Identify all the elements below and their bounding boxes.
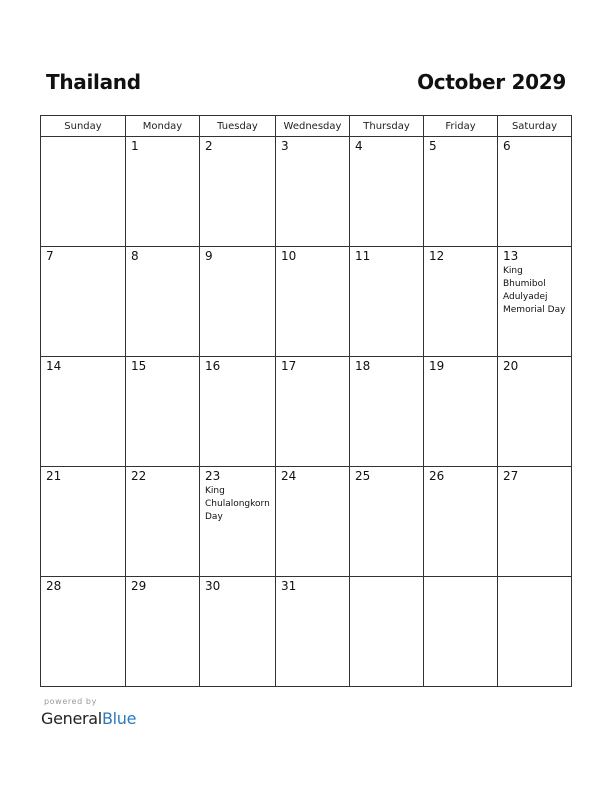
week-row: [41, 247, 572, 357]
day-cell: [276, 577, 350, 687]
day-number: 10: [281, 249, 297, 263]
day-cell: [350, 247, 424, 357]
day-number: 27: [503, 469, 519, 483]
day-number: 26: [429, 469, 445, 483]
weekday-header: Saturday: [498, 116, 572, 137]
day-cell: [424, 357, 498, 467]
day-cell: [41, 247, 126, 357]
day-number: 20: [503, 359, 519, 373]
day-cell: [424, 577, 498, 687]
day-cell: [126, 577, 200, 687]
day-cell: [498, 577, 572, 687]
day-number: 25: [355, 469, 371, 483]
day-number: 14: [46, 359, 62, 373]
day-cell: [276, 467, 350, 577]
day-cell: [126, 357, 200, 467]
week-row: [41, 577, 572, 687]
month-year-title: October 2029: [417, 70, 566, 94]
day-number: 22: [131, 469, 147, 483]
weekday-header: Thursday: [350, 116, 424, 137]
day-cell: [200, 247, 276, 357]
day-cell: [41, 577, 126, 687]
day-number: 4: [355, 139, 363, 153]
day-cell: [498, 247, 572, 357]
day-number: 21: [46, 469, 62, 483]
day-number: 3: [281, 139, 289, 153]
day-cell: [498, 357, 572, 467]
day-cell: [126, 137, 200, 247]
day-number: 5: [429, 139, 437, 153]
day-number: 8: [131, 249, 139, 263]
day-number: 7: [46, 249, 54, 263]
day-cell: [126, 467, 200, 577]
weekday-header-row: [41, 116, 572, 137]
day-number: 16: [205, 359, 221, 373]
day-cell: [350, 467, 424, 577]
day-number: 31: [281, 579, 297, 593]
day-number: 13: [503, 249, 519, 263]
day-number: 19: [429, 359, 445, 373]
day-number: 9: [205, 249, 213, 263]
day-number: [41, 137, 125, 140]
day-number: 12: [429, 249, 445, 263]
day-number: 24: [281, 469, 297, 483]
day-cell: [350, 357, 424, 467]
day-number: 29: [131, 579, 147, 593]
day-number: [424, 577, 497, 580]
brand-logo[interactable]: [41, 709, 136, 728]
day-cell: [41, 357, 126, 467]
day-cell: [200, 357, 276, 467]
day-cell: [498, 137, 572, 247]
weekday-header: Wednesday: [276, 116, 350, 137]
day-number: 18: [355, 359, 371, 373]
day-number: 23: [205, 469, 221, 483]
weekday-header: Tuesday: [200, 116, 276, 137]
day-cell: [200, 467, 276, 577]
day-cell: [276, 357, 350, 467]
day-number: 2: [205, 139, 213, 153]
weekday-header: Monday: [126, 116, 200, 137]
day-number: 6: [503, 139, 511, 153]
day-cell: [41, 137, 126, 247]
day-cell: [424, 247, 498, 357]
week-row: [41, 467, 572, 577]
day-number: [498, 577, 571, 580]
day-number: 15: [131, 359, 147, 373]
day-cell: [200, 137, 276, 247]
day-number: 17: [281, 359, 297, 373]
country-title: Thailand: [46, 70, 141, 94]
day-cell: [498, 467, 572, 577]
week-row: [41, 357, 572, 467]
day-cell: [350, 137, 424, 247]
calendar-grid: [40, 115, 572, 687]
day-cell: [200, 577, 276, 687]
powered-by-label: powered by: [44, 697, 97, 706]
brand-logo-text-general: General: [41, 709, 102, 728]
brand-logo-text-blue: Blue: [101, 709, 137, 728]
day-number: 1: [131, 139, 139, 153]
day-cell: [276, 137, 350, 247]
weekday-header: Friday: [424, 116, 498, 137]
holiday-label: King Chulalongkorn Day: [205, 486, 270, 522]
day-number: 30: [205, 579, 221, 593]
day-cell: [424, 137, 498, 247]
day-number: 11: [355, 249, 371, 263]
day-number: [350, 577, 423, 580]
day-cell: [424, 467, 498, 577]
holiday-label: King Bhumibol Adulyadej Memorial Day: [503, 266, 566, 315]
day-cell: [350, 577, 424, 687]
day-number: 28: [46, 579, 62, 593]
day-cell: [126, 247, 200, 357]
week-row: [41, 137, 572, 247]
weekday-header: Sunday: [41, 116, 126, 137]
day-cell: [276, 247, 350, 357]
day-cell: [41, 467, 126, 577]
